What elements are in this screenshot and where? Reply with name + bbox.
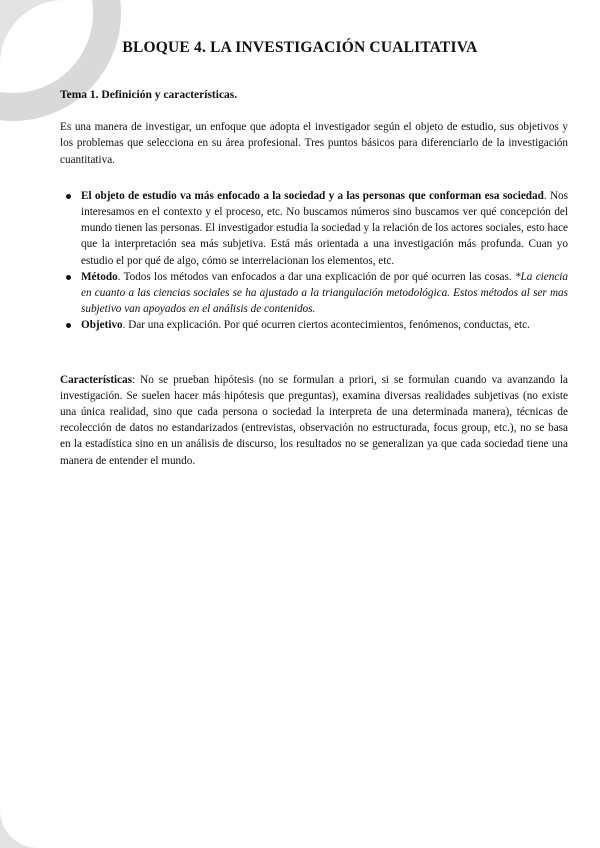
list-item-objetivo [60, 317, 568, 333]
key-points-list [60, 188, 568, 334]
list-item-lead: Método [81, 270, 118, 283]
list-item-note: *La ciencia en cuanto a las ciencias sociales se ha ajustado a la triangulación metodológica. Estos métodos al ser mas subjetivo van apoyados en el análisis de contenidos. [81, 270, 568, 316]
list-item-lead: Objetivo [81, 319, 123, 332]
page-title: BLOQUE 4. LA INVESTIGACIÓN CUALITATIVA [122, 39, 478, 56]
document-body [60, 87, 568, 469]
list-item-text: . Dar una explicación. Por qué ocurren ciertos acontecimientos, fenómenos, conductas, etc. [122, 319, 530, 332]
characteristics-text: : No se prueban hipótesis (no se formulan a priori, si se formulan cuando va avanzando la investigación. Se suelen hacer más hipótesis que preguntas), examina diversas realidades subjetivas (no existe una única realidad, sino que cada persona o sociedad la interpreta de una determinada manera), técnicas de recolección de datos no estandarizados (entrevistas, observación no estructurada, focus group, etc.), no se basa en la estadística sino en un análisis de discurso, los resultados no se generalizan ya que cada sociedad tiene una manera de entender el mundo. [60, 373, 568, 467]
characteristics-paragraph [60, 372, 568, 469]
characteristics-lead: Características [60, 373, 133, 386]
list-item-lead: El objeto de estudio va más enfocado a la sociedad y a las personas que conforman esa sociedad [81, 189, 544, 202]
list-item-text: . Nos interesamos en el contexto y el proceso, etc. No buscamos números sino buscamos ver qué concepción del mundo tienen las personas. El investigador estudia la sociedad y la relación de los actores sociales, esto hace que la interpretación sea más subjetiva. Está más orientada a una investigación más profunda. Cuan yo estudio el por qué de algo, cómo se interrelacionan los elementos, etc. [81, 189, 568, 267]
intro-paragraph: Es una manera de investigar, un enfoque que adopta el investigador según el objeto de estudio, sus objetivos y los problemas que selecciona en su área profesional. Tres puntos básicos para diferenciarlo de la investigación cuantitativa. [60, 121, 568, 166]
list-item-text: . Todos los métodos van enfocados a dar una explicación de por qué ocurren las cosas. [117, 270, 515, 283]
list-item-metodo [60, 269, 568, 318]
list-item-objeto [60, 188, 568, 269]
section-heading: Tema 1. Definición y características. [60, 89, 238, 101]
